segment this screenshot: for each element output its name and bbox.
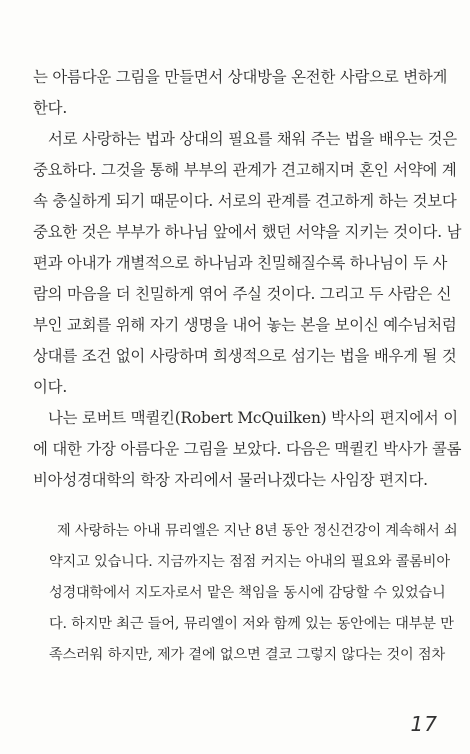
- paragraph2-line-3: 속 충실하게 되기 때문이다. 서로의 관계를 견고하게 하는 것보다: [33, 192, 457, 210]
- paragraph2-line-9: 이다.: [33, 378, 68, 396]
- letter-line-1: 제 사랑하는 아내 뮤리엘은 지난 8년 동안 정신건강이 계속해서 쇠: [57, 523, 458, 539]
- letter-line-3: 성경대학에서 지도자로서 맡은 책임을 동시에 감당할 수 있었습니: [49, 585, 446, 601]
- page-number: 17: [410, 712, 438, 736]
- paragraph2-line-1: 서로 사랑하는 법과 상대의 필요를 채워 주는 법을 배우는 것은: [48, 130, 457, 148]
- paragraph2-line-2: 중요하다. 그것을 통해 부부의 관계가 견고해지며 혼인 서약에 계: [33, 161, 457, 179]
- paragraph2-line-8: 상대를 조건 없이 사랑하며 희생적으로 섬기는 법을 배우게 될 것: [33, 347, 457, 365]
- paragraph2-line-6: 람의 마음을 더 친밀하게 엮어 주실 것이다. 그리고 두 사람은 신: [33, 285, 452, 303]
- paragraph2-line-7: 부인 교회를 위해 자기 생명을 내어 놓는 본을 보이신 예수님처럼: [33, 316, 457, 334]
- letter-line-2: 약지고 있습니다. 지금까지는 점점 커지는 아내의 필요와 콜롬비아: [49, 554, 450, 570]
- letter-line-4: 다. 하지만 최근 들어, 뮤리엘이 저와 함께 있는 동안에는 대부분 만: [49, 616, 454, 632]
- paragraph3-line-1: 나는 로버트 맥퀼킨(Robert McQuilken) 박사의 편지에서 이: [48, 409, 458, 427]
- paragraph2-line-5: 편과 아내가 개별적으로 하나님과 친밀해질수록 하나님이 두 사: [33, 254, 448, 272]
- paragraph1-line-1: 는 아름다운 그림을 만들면서 상대방을 온전한 사람으로 변하게: [33, 68, 448, 86]
- paragraph3-line-3: 비아성경대학의 학장 자리에서 물러나겠다는 사임장 편지다.: [33, 471, 428, 489]
- paragraph1-line-2: 한다.: [33, 99, 68, 117]
- letter-line-5: 족스러워 하지만, 제가 곁에 없으면 결코 그렇지 않다는 것이 점차: [49, 647, 446, 663]
- paragraph2-line-4: 중요한 것은 부부가 하나님 앞에서 했던 서약을 지키는 것이다. 남: [33, 223, 462, 241]
- paragraph3-line-2: 에 대한 가장 아름다운 그림을 보았다. 다음은 맥퀼킨 박사가 콜롬: [33, 440, 462, 458]
